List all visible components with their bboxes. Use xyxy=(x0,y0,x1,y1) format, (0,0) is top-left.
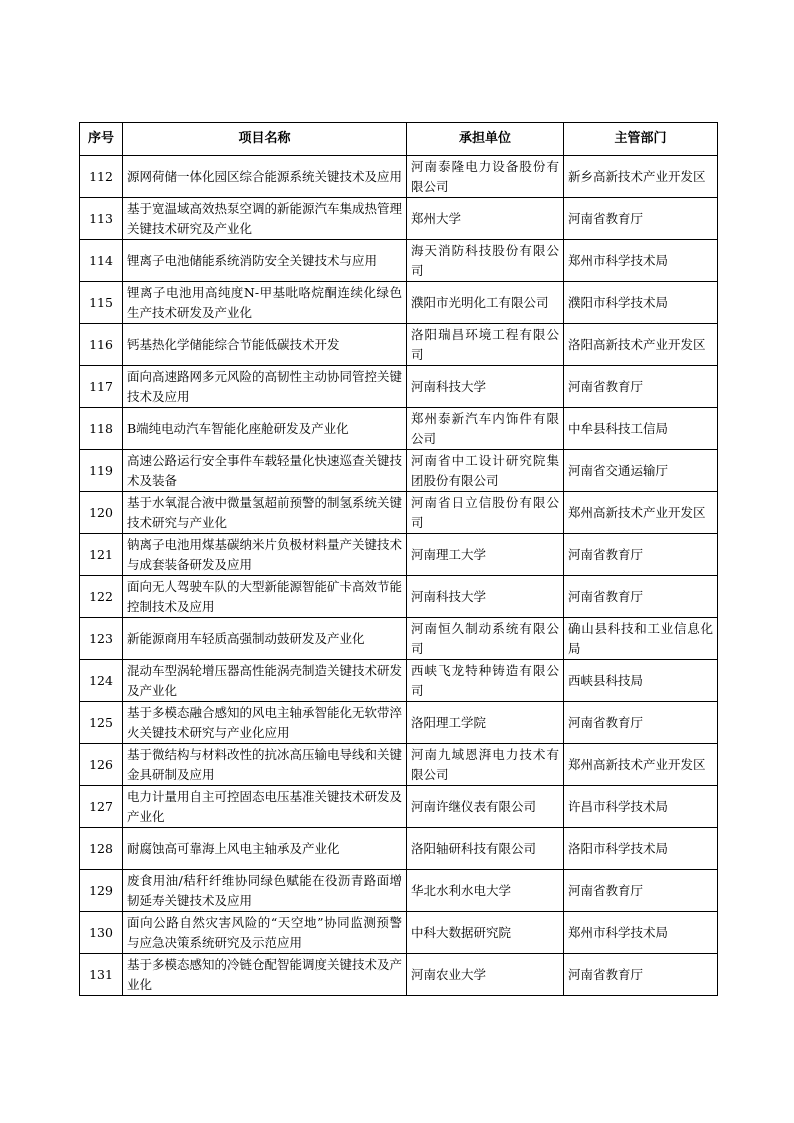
project-name: 基于水氧混合液中微量氢超前预警的制氢系统关键技术研究与产业化 xyxy=(123,492,407,534)
undertaking-unit: 洛阳轴研科技有限公司 xyxy=(407,828,564,870)
project-name: 基于多模态融合感知的风电主轴承智能化无软带淬火关键技术研究与产业化应用 xyxy=(123,702,407,744)
project-name: 源网荷储一体化园区综合能源系统关键技术及应用 xyxy=(123,156,407,198)
table-row xyxy=(80,660,718,702)
row-number: 119 xyxy=(80,450,123,492)
row-number: 112 xyxy=(80,156,123,198)
supervising-department: 许昌市科学技术局 xyxy=(564,786,718,828)
table-row xyxy=(80,240,718,282)
row-number: 125 xyxy=(80,702,123,744)
supervising-department: 河南省教育厅 xyxy=(564,534,718,576)
undertaking-unit: 洛阳瑞昌环境工程有限公司 xyxy=(407,324,564,366)
supervising-department: 河南省教育厅 xyxy=(564,576,718,618)
undertaking-unit: 河南九域恩湃电力技术有限公司 xyxy=(407,744,564,786)
header-dept: 主管部门 xyxy=(564,123,718,156)
table-row xyxy=(80,576,718,618)
supervising-department: 郑州高新技术产业开发区 xyxy=(564,744,718,786)
table-row xyxy=(80,492,718,534)
undertaking-unit: 西峡飞龙特种铸造有限公司 xyxy=(407,660,564,702)
undertaking-unit: 河南农业大学 xyxy=(407,954,564,996)
supervising-department: 确山县科技和工业信息化局 xyxy=(564,618,718,660)
project-name: 耐腐蚀高可靠海上风电主轴承及产业化 xyxy=(123,828,407,870)
project-name: 面向无人驾驶车队的大型新能源智能矿卡高效节能控制技术及应用 xyxy=(123,576,407,618)
projects-table xyxy=(79,122,718,996)
undertaking-unit: 河南理工大学 xyxy=(407,534,564,576)
supervising-department: 郑州市科学技术局 xyxy=(564,240,718,282)
row-number: 131 xyxy=(80,954,123,996)
row-number: 129 xyxy=(80,870,123,912)
undertaking-unit: 中科大数据研究院 xyxy=(407,912,564,954)
row-number: 124 xyxy=(80,660,123,702)
table-row xyxy=(80,954,718,996)
row-number: 128 xyxy=(80,828,123,870)
table-row xyxy=(80,156,718,198)
row-number: 117 xyxy=(80,366,123,408)
table-row xyxy=(80,912,718,954)
project-name: 新能源商用车轻质高强制动鼓研发及产业化 xyxy=(123,618,407,660)
supervising-department: 河南省教育厅 xyxy=(564,198,718,240)
table-row xyxy=(80,828,718,870)
project-name: 钙基热化学储能综合节能低碳技术开发 xyxy=(123,324,407,366)
supervising-department: 洛阳高新技术产业开发区 xyxy=(564,324,718,366)
project-name: B端纯电动汽车智能化座舱研发及产业化 xyxy=(123,408,407,450)
undertaking-unit: 河南省中工设计研究院集团股份有限公司 xyxy=(407,450,564,492)
table-body xyxy=(80,156,718,996)
table-row xyxy=(80,366,718,408)
supervising-department: 濮阳市科学技术局 xyxy=(564,282,718,324)
supervising-department: 河南省教育厅 xyxy=(564,366,718,408)
row-number: 116 xyxy=(80,324,123,366)
undertaking-unit: 郑州泰新汽车内饰件有限公司 xyxy=(407,408,564,450)
undertaking-unit: 洛阳理工学院 xyxy=(407,702,564,744)
project-name: 基于宽温域高效热泵空调的新能源汽车集成热管理关键技术研究及产业化 xyxy=(123,198,407,240)
project-name: 高速公路运行安全事件车载轻量化快速巡查关键技术及装备 xyxy=(123,450,407,492)
header-unit: 承担单位 xyxy=(407,123,564,156)
project-name: 混动车型涡轮增压器高性能涡壳制造关键技术研发及产业化 xyxy=(123,660,407,702)
project-name: 锂离子电池用高纯度N-甲基吡咯烷酮连续化绿色生产技术研发及产业化 xyxy=(123,282,407,324)
table-row xyxy=(80,324,718,366)
row-number: 126 xyxy=(80,744,123,786)
supervising-department: 西峡县科技局 xyxy=(564,660,718,702)
table-row xyxy=(80,618,718,660)
supervising-department: 中牟县科技工信局 xyxy=(564,408,718,450)
table-row xyxy=(80,408,718,450)
undertaking-unit: 河南科技大学 xyxy=(407,576,564,618)
table-row xyxy=(80,450,718,492)
undertaking-unit: 河南科技大学 xyxy=(407,366,564,408)
header-no: 序号 xyxy=(80,123,123,156)
project-name: 面向公路自然灾害风险的“天空地”协同监测预警与应急决策系统研究及示范应用 xyxy=(123,912,407,954)
row-number: 114 xyxy=(80,240,123,282)
table-row xyxy=(80,702,718,744)
table-row xyxy=(80,534,718,576)
supervising-department: 河南省教育厅 xyxy=(564,954,718,996)
supervising-department: 洛阳市科学技术局 xyxy=(564,828,718,870)
project-name: 钠离子电池用煤基碳纳米片负极材料量产关键技术与成套装备研发及应用 xyxy=(123,534,407,576)
table-row xyxy=(80,198,718,240)
row-number: 121 xyxy=(80,534,123,576)
row-number: 115 xyxy=(80,282,123,324)
supervising-department: 河南省教育厅 xyxy=(564,702,718,744)
undertaking-unit: 郑州大学 xyxy=(407,198,564,240)
undertaking-unit: 濮阳市光明化工有限公司 xyxy=(407,282,564,324)
project-name: 锂离子电池储能系统消防安全关键技术与应用 xyxy=(123,240,407,282)
header-name: 项目名称 xyxy=(123,123,407,156)
row-number: 113 xyxy=(80,198,123,240)
project-name: 基于多模态感知的冷链仓配智能调度关键技术及产业化 xyxy=(123,954,407,996)
header-row xyxy=(80,123,718,156)
undertaking-unit: 河南省日立信股份有限公司 xyxy=(407,492,564,534)
table-row xyxy=(80,870,718,912)
row-number: 122 xyxy=(80,576,123,618)
table-row xyxy=(80,744,718,786)
row-number: 130 xyxy=(80,912,123,954)
undertaking-unit: 河南恒久制动系统有限公司 xyxy=(407,618,564,660)
undertaking-unit: 海天消防科技股份有限公司 xyxy=(407,240,564,282)
project-name: 基于微结构与材料改性的抗冰高压输电导线和关键金具研制及应用 xyxy=(123,744,407,786)
supervising-department: 郑州市科学技术局 xyxy=(564,912,718,954)
undertaking-unit: 河南许继仪表有限公司 xyxy=(407,786,564,828)
row-number: 127 xyxy=(80,786,123,828)
supervising-department: 河南省交通运输厅 xyxy=(564,450,718,492)
supervising-department: 河南省教育厅 xyxy=(564,870,718,912)
row-number: 120 xyxy=(80,492,123,534)
row-number: 123 xyxy=(80,618,123,660)
supervising-department: 郑州高新技术产业开发区 xyxy=(564,492,718,534)
project-name: 电力计量用自主可控固态电压基准关键技术研发及产业化 xyxy=(123,786,407,828)
table-row xyxy=(80,282,718,324)
supervising-department: 新乡高新技术产业开发区 xyxy=(564,156,718,198)
project-name: 废食用油/秸秆纤维协同绿色赋能在役沥青路面增韧延寿关键技术及应用 xyxy=(123,870,407,912)
undertaking-unit: 华北水利水电大学 xyxy=(407,870,564,912)
table-row xyxy=(80,786,718,828)
project-name: 面向高速路网多元风险的高韧性主动协同管控关键技术及应用 xyxy=(123,366,407,408)
undertaking-unit: 河南泰隆电力设备股份有限公司 xyxy=(407,156,564,198)
row-number: 118 xyxy=(80,408,123,450)
